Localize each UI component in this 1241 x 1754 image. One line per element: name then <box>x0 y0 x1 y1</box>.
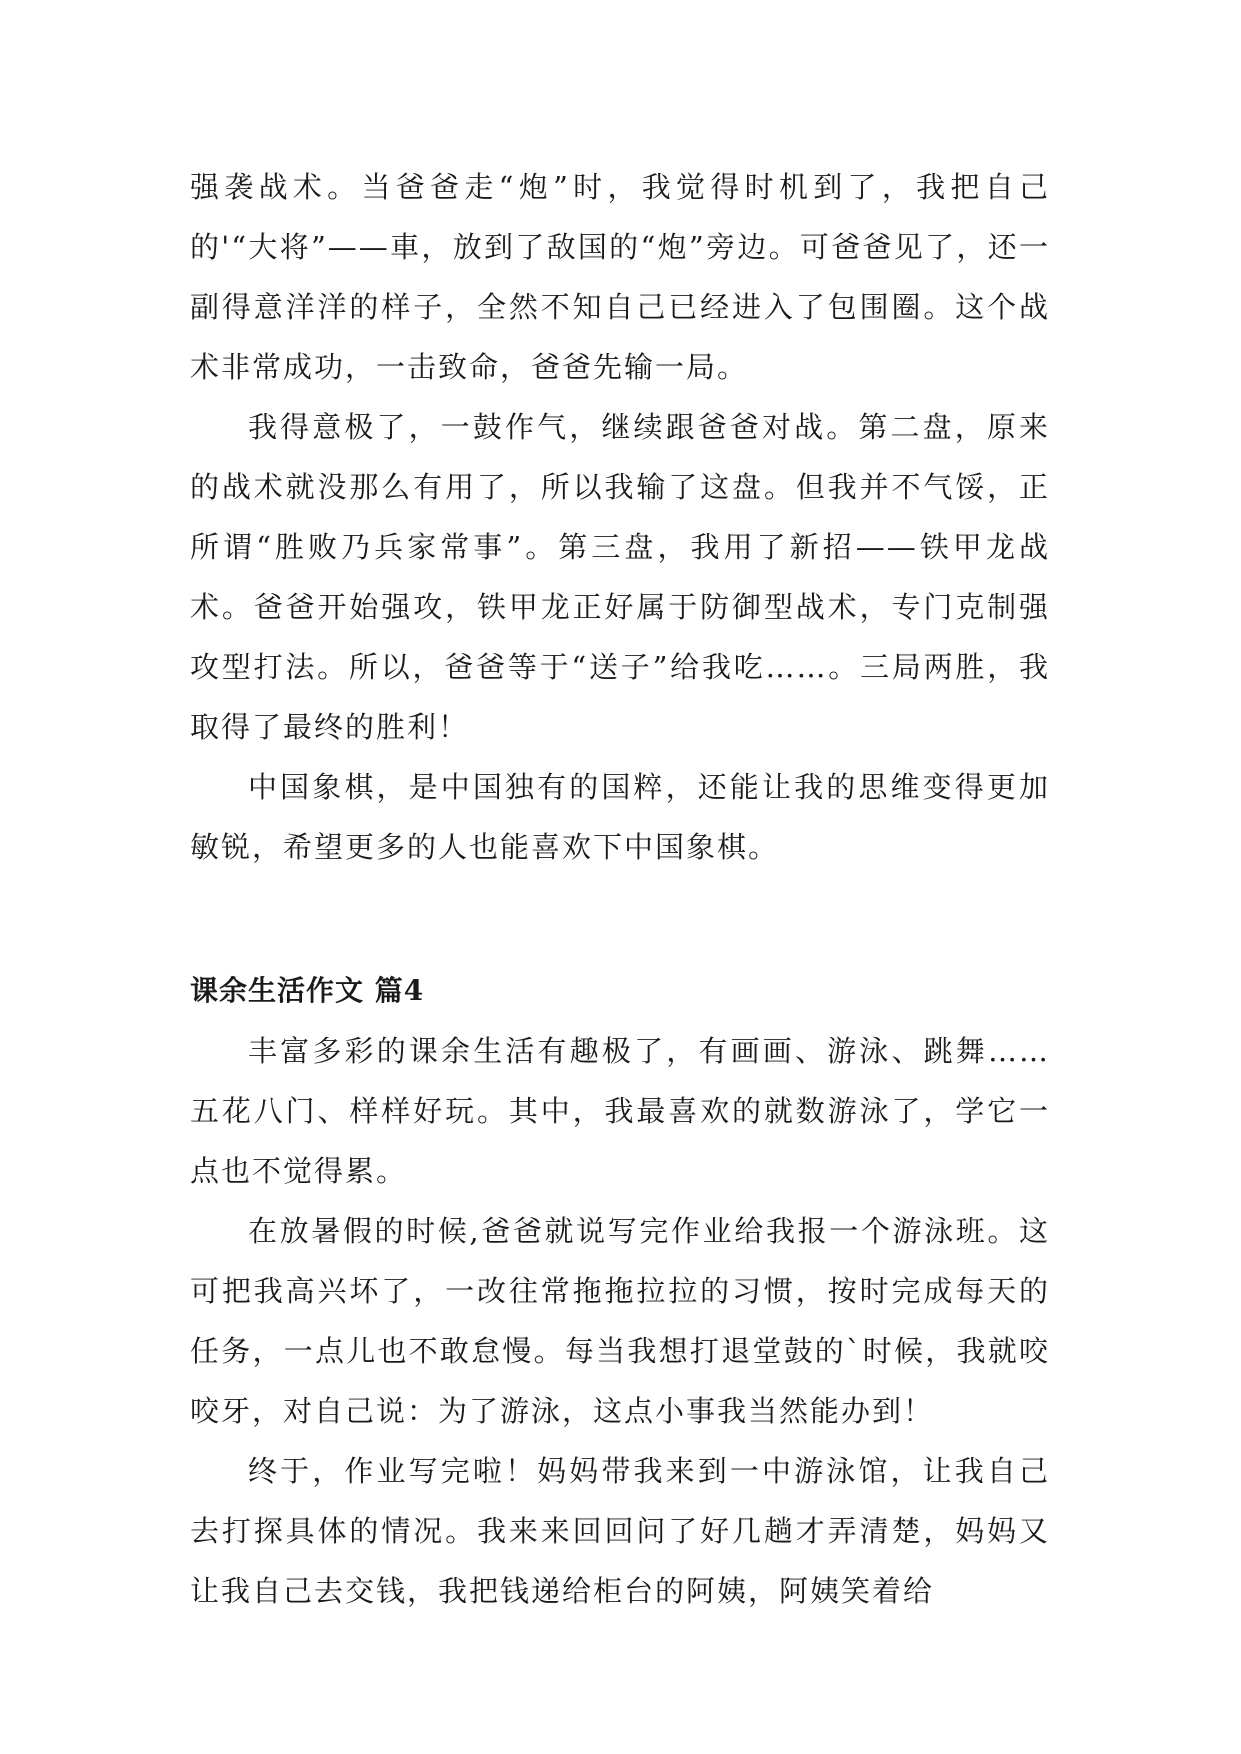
section-heading: 课余生活作文 篇4 <box>190 974 425 1007</box>
paragraph-6: 终于，作业写完啦！妈妈带我来到一中游泳馆，让我自己去打探具体的情况。我来来回回问了好几趟才弄清楚，妈妈又让我自己去交钱，我把钱递给柜台的阿姨，阿姨笑着给 <box>190 1454 1050 1608</box>
section-spacer <box>190 877 1050 961</box>
document-page <box>190 157 1050 1621</box>
paragraph-2: 我得意极了，一鼓作气，继续跟爸爸对战。第二盘，原来的战术就没那么有用了，所以我输了这盘。但我并不气馁，正所谓“胜败乃兵家常事”。第三盘，我用了新招——铁甲龙战术。爸爸开始强攻，铁甲龙正好属于防御型战术，专门克制强攻型打法。所以，爸爸等于“送子”给我吃……。三局两胜，我取得了最终的胜利！ <box>190 410 1050 744</box>
paragraph-3: 中国象棋，是中国独有的国粹，还能让我的思维变得更加敏锐，希望更多的人也能喜欢下中国象棋。 <box>190 770 1050 864</box>
paragraph-5: 在放暑假的时候,爸爸就说写完作业给我报一个游泳班。这可把我高兴坏了，一改往常拖拖拉拉的习惯，按时完成每天的任务，一点儿也不敢怠慢。每当我想打退堂鼓的`时候，我就咬咬牙，对自己说：为了游泳，这点小事我当然能办到！ <box>190 1214 1050 1428</box>
paragraph-1: 强袭战术。当爸爸走“炮”时，我觉得时机到了，我把自己的'“大将”——車，放到了敌国的“炮”旁边。可爸爸见了，还一副得意洋洋的样子，全然不知自己已经进入了包围圈。这个战术非常成功，一击致命，爸爸先输一局。 <box>190 170 1050 384</box>
paragraph-4: 丰富多彩的课余生活有趣极了，有画画、游泳、跳舞……五花八门、样样好玩。其中，我最喜欢的就数游泳了，学它一点也不觉得累。 <box>190 1034 1050 1188</box>
